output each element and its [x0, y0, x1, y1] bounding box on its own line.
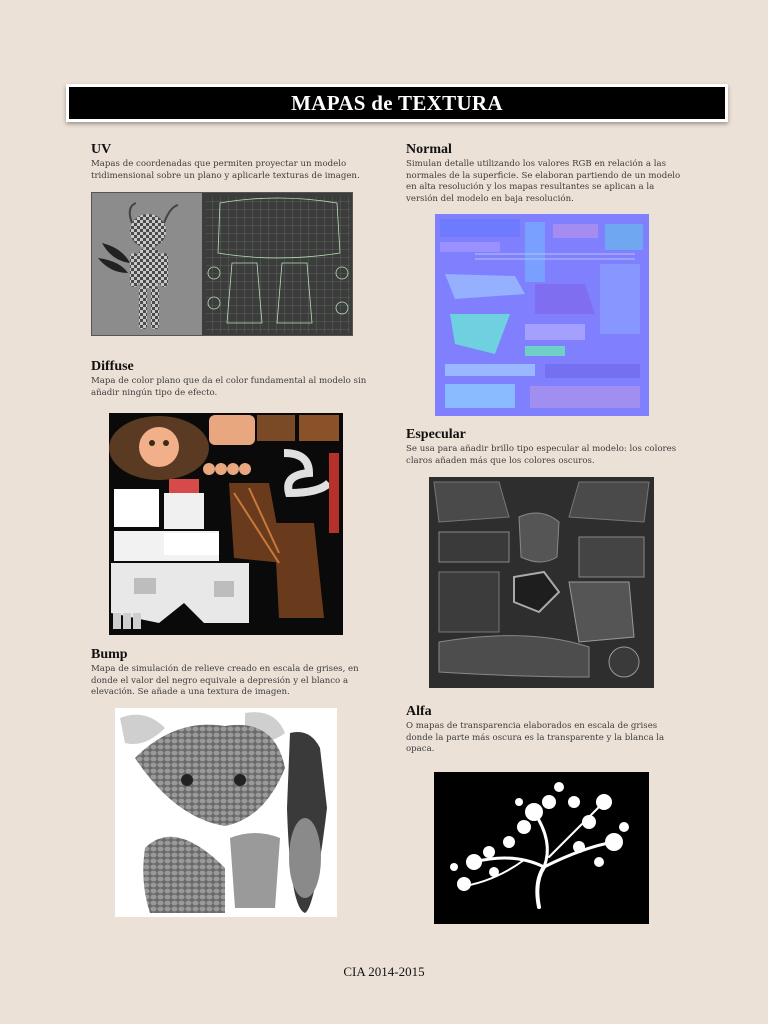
section-description: Mapa de color plano que da el color fundamental al modelo sin añadir ningún tipo de efecto.: [91, 376, 367, 398]
section-title: Diffuse: [91, 359, 134, 374]
section-normal: [406, 142, 681, 205]
section-diffuse: [91, 359, 371, 399]
section-description: Mapas de coordenadas que permiten proyectar un modelo tridimensional sobre un plano y aplicarle texturas de imagen.: [91, 159, 360, 181]
bump-map-image: [115, 708, 337, 917]
page-footer: CIA 2014-2015: [343, 964, 425, 979]
section-description: Se usa para añadir brillo tipo especular al modelo: los colores claros añaden más que los colores oscuros.: [406, 444, 677, 466]
alpha-map-image: [434, 772, 649, 924]
section-title: Alfa: [406, 704, 432, 719]
title-banner: [66, 84, 728, 122]
section-especular: [406, 427, 681, 467]
section-bump: [91, 647, 371, 699]
page-title: MAPAS de TEXTURA: [69, 87, 725, 119]
specular-map-image: [429, 477, 654, 688]
section-description: Simulan detalle utilizando los valores RGB en relación a las normales de la superficie. Se elaboran partiendo de un modelo en alta resolución y los mapas resultantes se aplican a la versión del modelo en baja resolución.: [406, 159, 681, 204]
section-description: O mapas de transparencia elaborados en escala de grises donde la parte más oscura es la transparente y la blanca la opaca.: [406, 721, 665, 755]
section-title: Normal: [406, 142, 452, 157]
section-title: Especular: [406, 427, 466, 442]
diffuse-map-image: [109, 413, 343, 635]
section-description: Mapa de simulación de relieve creado en escala de grises, en donde el valor del negro equivale a depresión y el blanco a elevación. Se añade a una textura de imagen.: [91, 664, 359, 698]
section-uv: [91, 142, 371, 182]
uv-map-image: [91, 192, 353, 336]
section-title: Bump: [91, 647, 128, 662]
section-alfa: [406, 704, 681, 756]
section-title: UV: [91, 142, 112, 157]
normal-map-image: [435, 214, 649, 416]
